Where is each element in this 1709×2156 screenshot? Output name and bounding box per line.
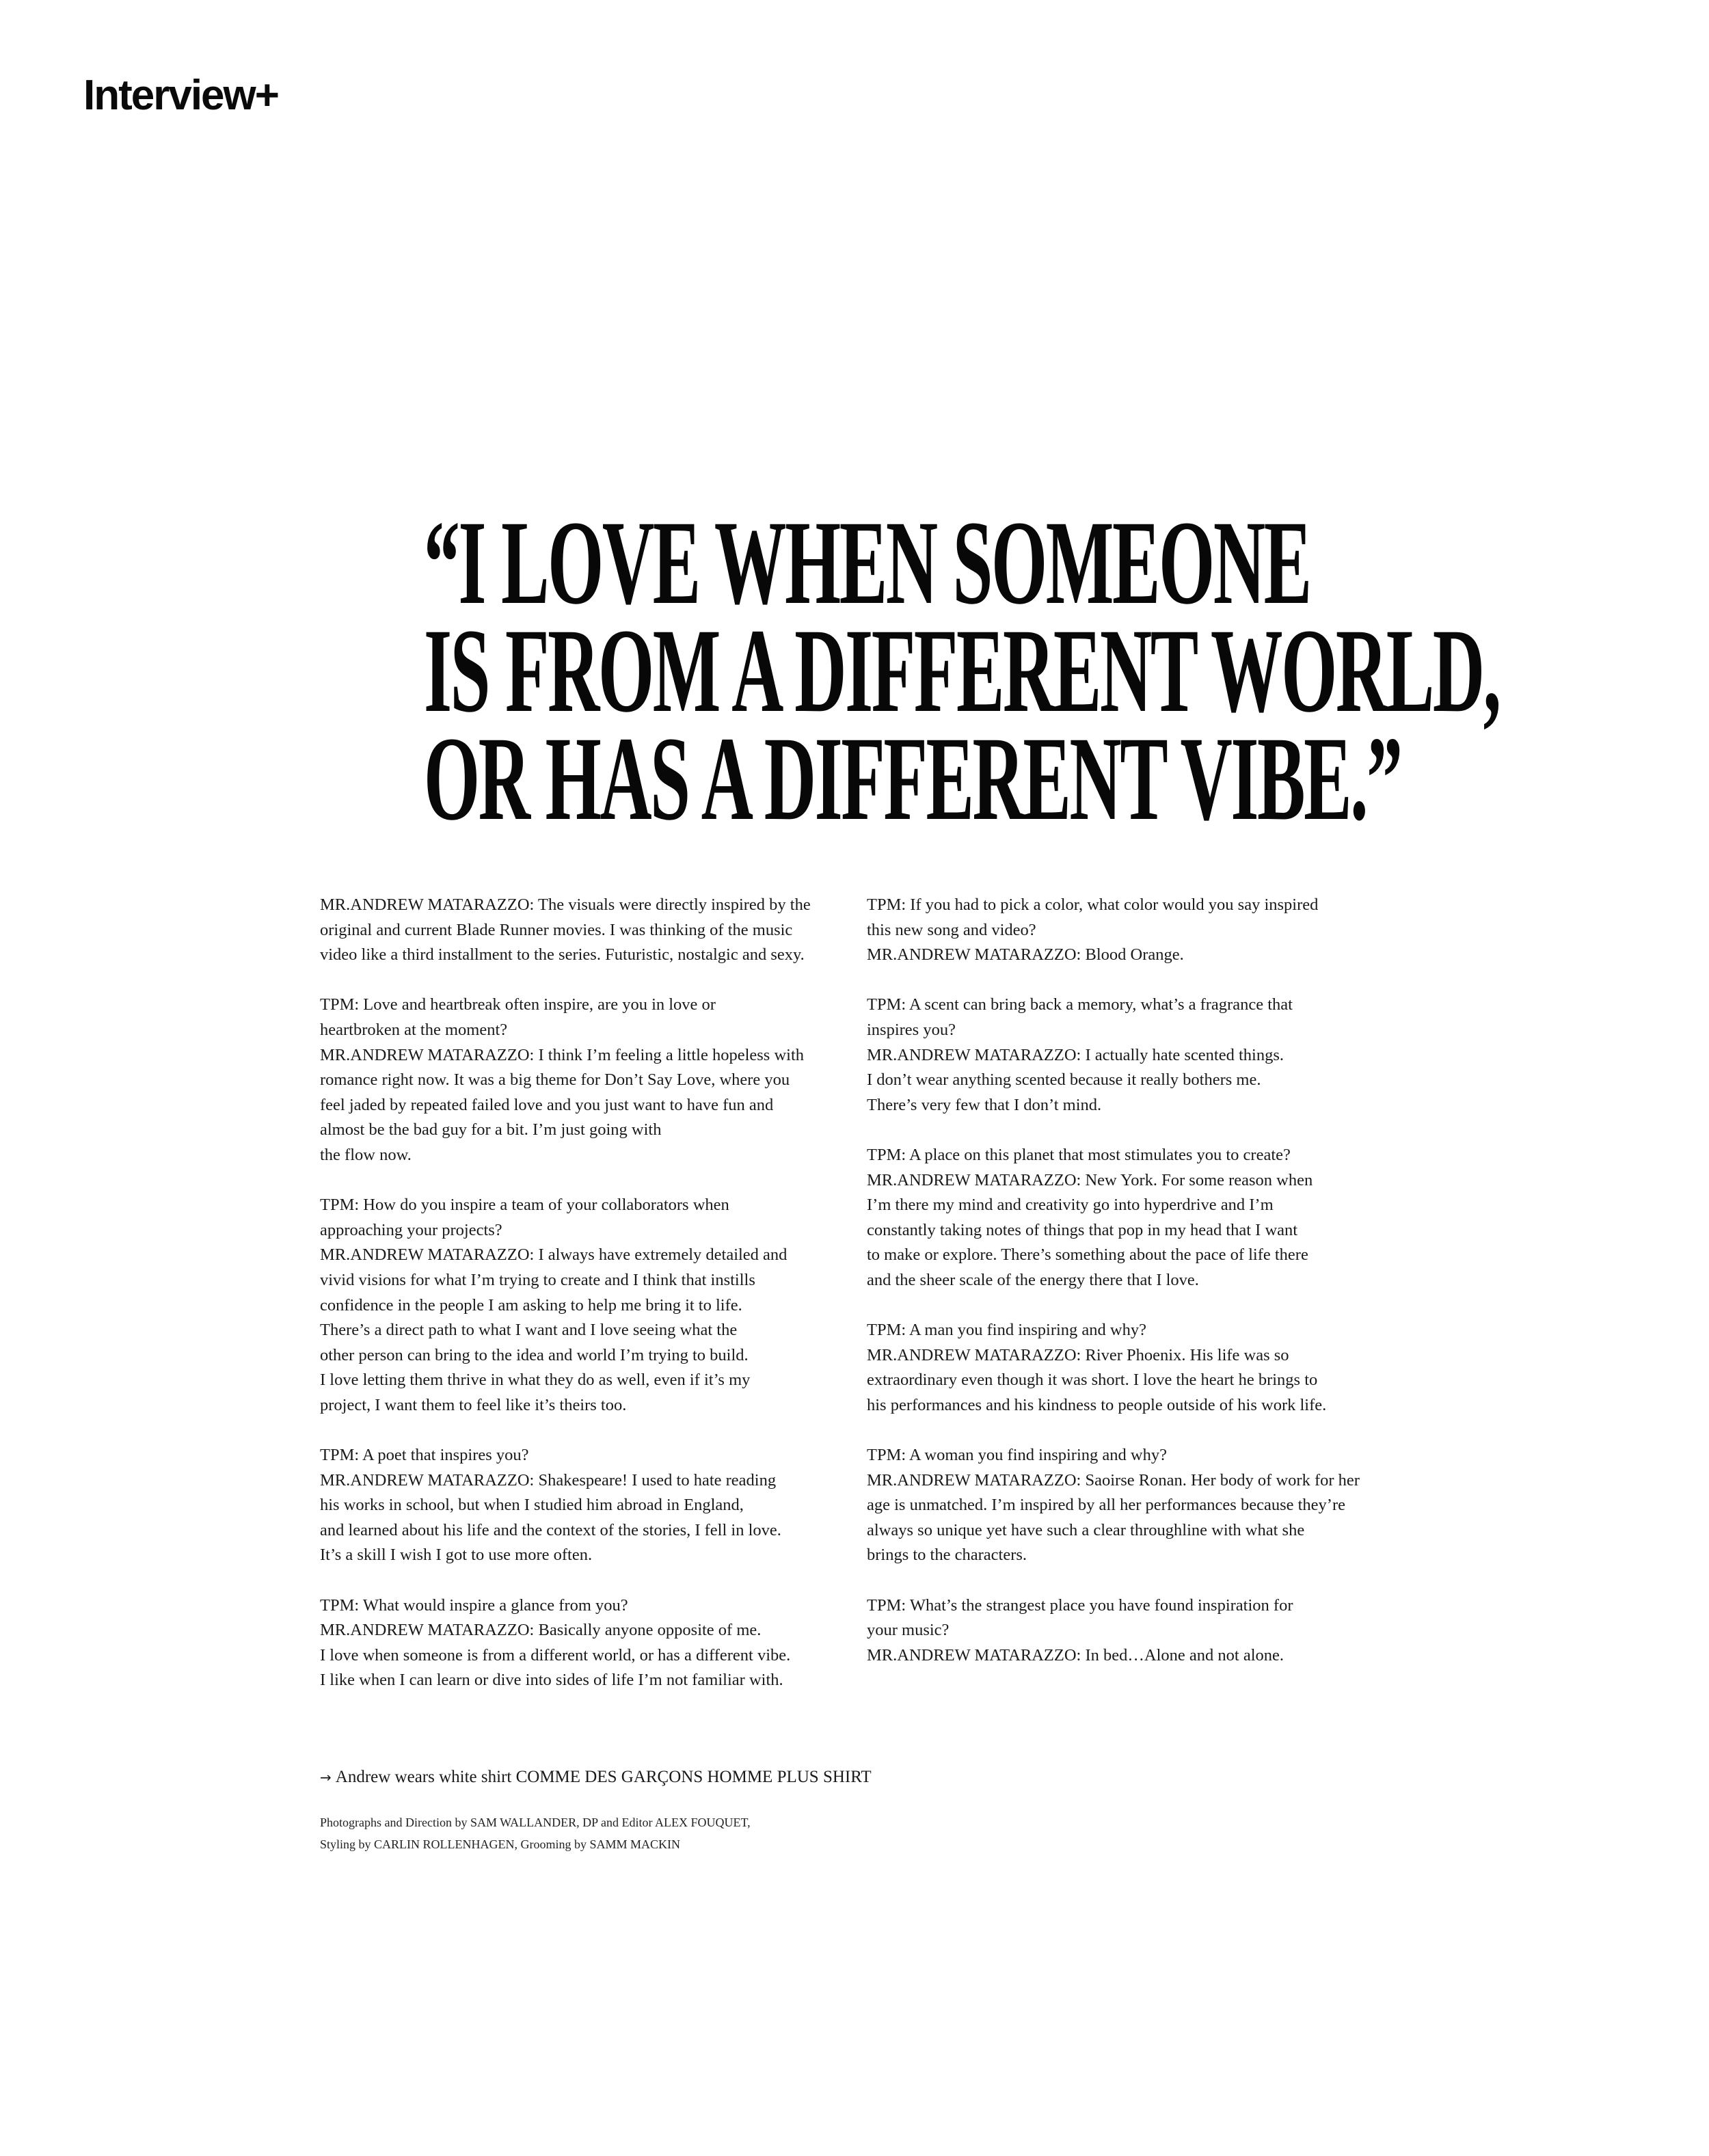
text-line: video like a third installment to the series. Futuristic, nostalgic and sexy. [320,945,805,965]
wardrobe-caption [320,1765,872,1790]
text-line: MR.ANDREW MATARAZZO: In bed…Alone and not alone. [867,1645,1284,1665]
text-line: MR.ANDREW MATARAZZO: The visuals were directly inspired by the [320,895,811,914]
qa-block [867,1593,1414,1669]
text-line: always so unique yet have such a clear throughline with what she [867,1520,1305,1539]
text-line: MR.ANDREW MATARAZZO: Saoirse Ronan. Her body of work for her [867,1470,1360,1490]
text-line: constantly taking notes of things that pop in my head that I want [867,1220,1298,1239]
text-line: There’s very few that I don’t mind. [867,1095,1102,1114]
text-line: almost be the bad guy for a bit. I’m just going with [320,1120,662,1140]
text-line: extraordinary even though it was short. I love the heart he brings to [867,1371,1318,1390]
text-line: his performances and his kindness to people outside of his work life. [867,1395,1327,1414]
pull-quote-line: OR HAS A DIFFERENT VIBE.” [424,712,1401,846]
text-line: vivid visions for what I’m trying to create and I think that instills [320,1270,755,1289]
text-line: TPM: What would inspire a glance from you? [320,1595,628,1615]
text-line: MR.ANDREW MATARAZZO: I actually hate scented things. [867,1045,1284,1064]
interview-column-left [320,893,867,1719]
qa-block [320,1593,867,1693]
text-line: MR.ANDREW MATARAZZO: River Phoenix. His life was so [867,1345,1289,1364]
text-line: MR.ANDREW MATARAZZO: New York. For some reason when [867,1170,1313,1189]
text-line: to make or explore. There’s something about the pace of life there [867,1245,1308,1265]
qa-block [320,1443,867,1568]
qa-block [867,1443,1414,1568]
text-line: It’s a skill I wish I got to use more often. [320,1546,593,1565]
text-line: I like when I can learn or dive into sides of life I’m not familiar with. [320,1671,783,1690]
text-line: MR.ANDREW MATARAZZO: Shakespeare! I used to hate reading [320,1470,777,1490]
caption-text: Andrew wears white shirt COMME DES GARÇONS HOMME PLUS SHIRT [335,1768,872,1786]
text-line: your music? [867,1621,950,1640]
text-line: TPM: A scent can bring back a memory, what’s a fragrance that [867,995,1293,1014]
qa-block [320,893,867,968]
text-line: MR.ANDREW MATARAZZO: I always have extremely detailed and [320,1245,788,1265]
pull-quote [424,496,1500,846]
text-line: this new song and video? [867,920,1036,939]
text-line: I don’t wear anything scented because it really bothers me. [867,1070,1261,1090]
text-line: MR.ANDREW MATARAZZO: I think I’m feeling a little hopeless with [320,1045,804,1064]
text-line: TPM: Love and heartbreak often inspire, are you in love or [320,995,716,1014]
text-line: age is unmatched. I’m inspired by all her performances because they’re [867,1496,1345,1515]
text-line: and the sheer scale of the energy there that I love. [867,1270,1199,1289]
text-line: other person can bring to the idea and world I’m trying to build. [320,1345,749,1364]
text-line: approaching your projects? [320,1220,502,1239]
text-line: original and current Blade Runner movies. I was thinking of the music [320,920,793,939]
qa-block [867,1318,1414,1418]
text-line: TPM: What’s the strangest place you have found inspiration for [867,1595,1293,1615]
text-line: confidence in the people I am asking to help me bring it to life. [320,1295,742,1315]
text-line: feel jaded by repeated failed love and you just want to have fun and [320,1095,774,1114]
text-line: heartbroken at the moment? [320,1020,508,1039]
pull-quote-line: “I LOVE WHEN SOMEONE [424,496,1310,630]
text-line: and learned about his life and the context of the stories, I fell in love. [320,1520,781,1539]
qa-block [867,1143,1414,1293]
text-line: TPM: A place on this planet that most stimulates you to create? [867,1145,1291,1164]
text-line: TPM: A poet that inspires you? [320,1446,529,1465]
text-line: TPM: How do you inspire a team of your collaborators when [320,1196,729,1215]
text-line: his works in school, but when I studied him abroad in England, [320,1496,744,1515]
text-line: MR.ANDREW MATARAZZO: Basically anyone opposite of me. [320,1621,762,1640]
text-line: brings to the characters. [867,1546,1027,1565]
photo-credits [320,1811,751,1855]
brand-logo: Interview+ [83,72,278,119]
text-line: the flow now. [320,1145,412,1164]
qa-block [867,893,1414,968]
text-line: TPM: A woman you find inspiring and why? [867,1446,1167,1465]
text-line: MR.ANDREW MATARAZZO: Blood Orange. [867,945,1184,965]
text-line: I’m there my mind and creativity go into hyperdrive and I’m [867,1196,1274,1215]
text-line: romance right now. It was a big theme for Don’t Say Love, where you [320,1070,790,1090]
text-line: TPM: A man you find inspiring and why? [867,1321,1146,1340]
arrow-right-icon: → [320,1769,332,1786]
text-line: I love when someone is from a different world, or has a different vibe. [320,1645,791,1665]
pull-quote-line: IS FROM A DIFFERENT WORLD, [424,604,1500,738]
qa-block [320,1193,867,1418]
text-line: TPM: If you had to pick a color, what color would you say inspired [867,895,1319,914]
qa-block [867,993,1414,1118]
text-line: inspires you? [867,1020,956,1039]
qa-block [320,993,867,1168]
credit-line: Styling by CARLIN ROLLENHAGEN, Grooming by SAMM MACKIN [320,1837,681,1851]
text-line: There’s a direct path to what I want and I love seeing what the [320,1321,738,1340]
text-line: project, I want them to feel like it’s theirs too. [320,1395,627,1414]
credit-line: Photographs and Direction by SAM WALLANDER, DP and Editor ALEX FOUQUET, [320,1816,751,1829]
interview-column-right [867,893,1414,1693]
text-line: I love letting them thrive in what they do as well, even if it’s my [320,1371,751,1390]
